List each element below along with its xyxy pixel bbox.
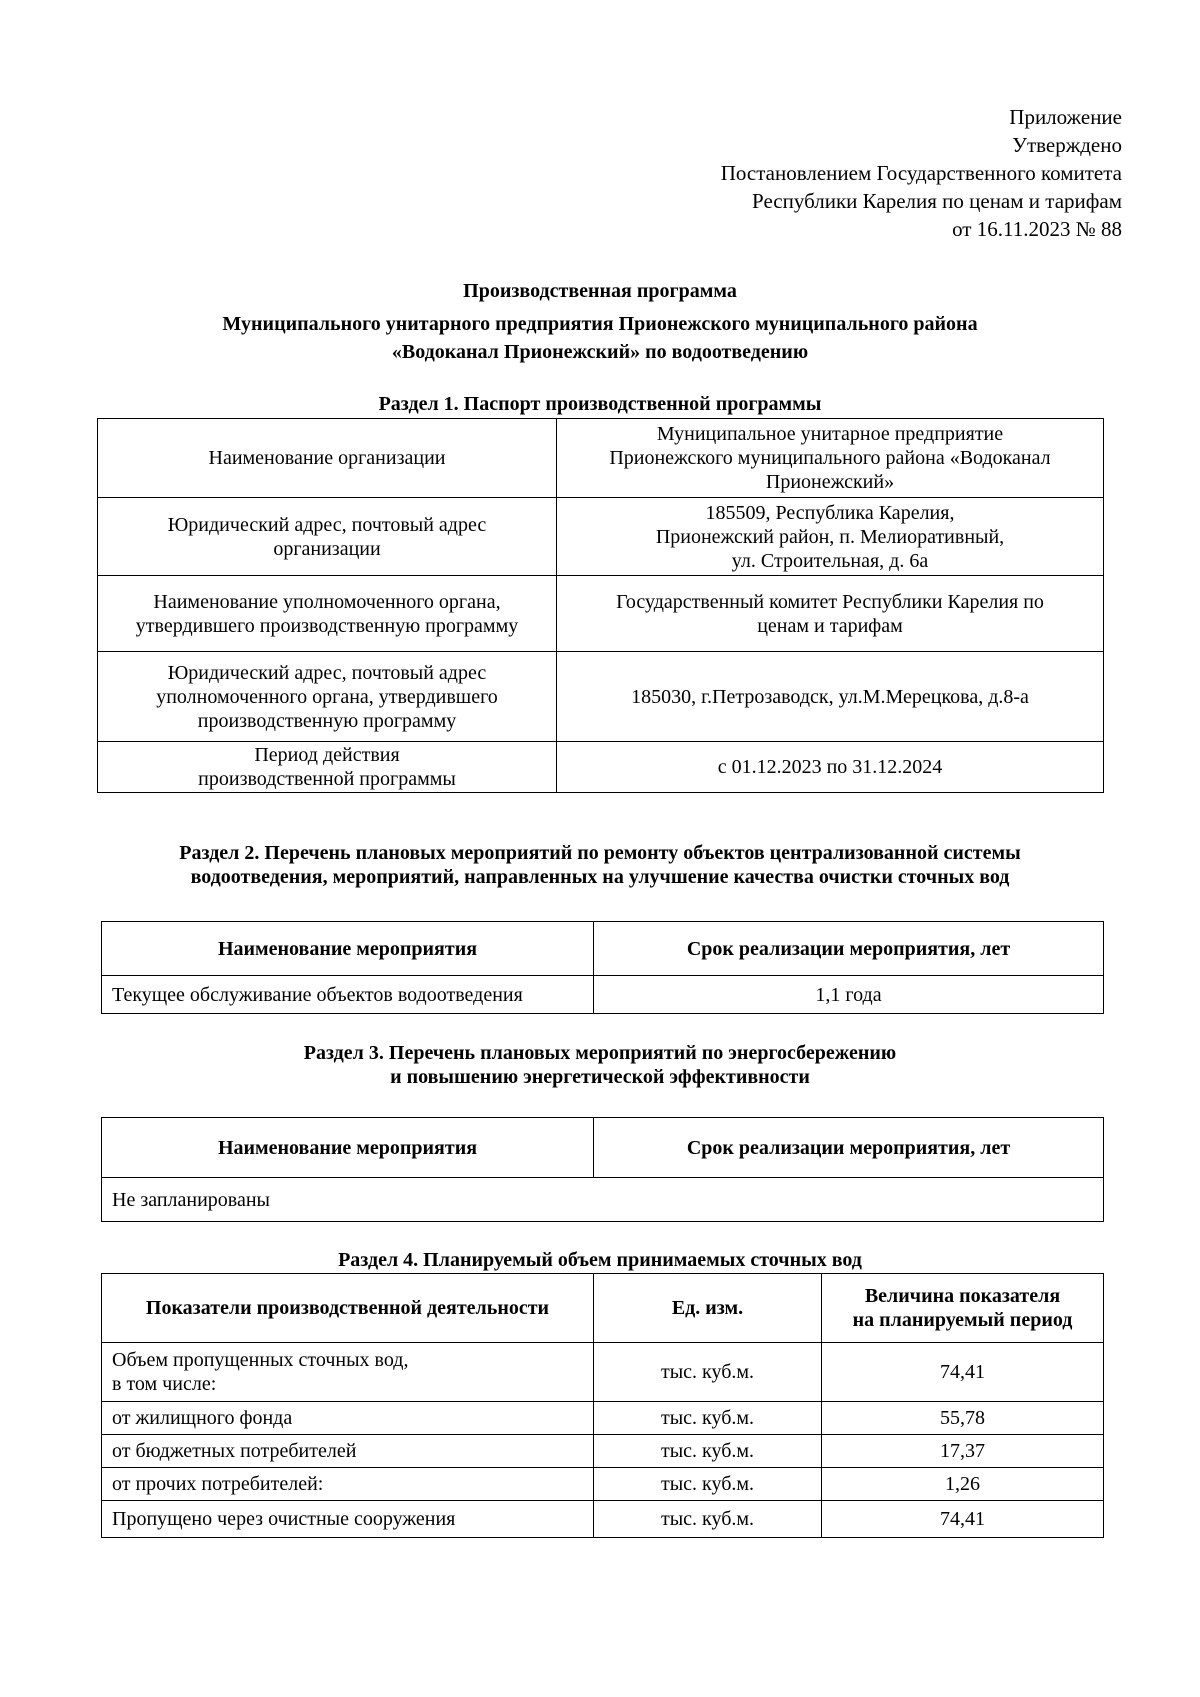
column-header: Показатели производственной деятельности [102,1274,594,1343]
section2-heading [0,841,1200,889]
indicator-name: от бюджетных потребителей [102,1435,594,1468]
indicator-unit: тыс. куб.м. [594,1468,822,1501]
section3-heading-line: Раздел 3. Перечень плановых мероприятий по энергосбережению [303,1042,897,1064]
column-header: Наименование мероприятия [102,1118,594,1178]
table-row [102,1468,1104,1501]
table-row [102,1402,1104,1435]
table-header-row [102,922,1104,976]
passport-label: Наименование уполномоченного органа, утвердившего производственную программу [98,576,557,652]
table-header-row [102,1118,1104,1178]
table-row [102,1435,1104,1468]
no-measures-text: Не запланированы [102,1178,1104,1222]
table-row [98,742,1104,793]
passport-label: Юридический адрес, почтовый адрес организации [98,498,557,576]
passport-value: 185509, Республика Карелия, Прионежский район, п. Мелиоративный, ул. Строительная, д. 6а [557,498,1104,576]
indicator-name: Объем пропущенных сточных вод, в том числе: [102,1343,594,1402]
passport-table [97,418,1104,793]
indicator-name: от прочих потребителей: [102,1468,594,1501]
passport-label: Наименование организации [98,419,557,498]
passport-label: Период действия производственной программы [98,742,557,793]
column-header: Срок реализации мероприятия, лет [594,922,1104,976]
indicator-unit: тыс. куб.м. [594,1435,822,1468]
section2-heading-line: Раздел 2. Перечень плановых мероприятий по ремонту объектов централизованной системы [179,842,1021,864]
approval-line: от 16.11.2023 № 88 [952,217,1122,241]
section3-heading [0,1041,1200,1089]
title-line: Производственная программа [463,280,737,302]
wastewater-volume-table [101,1273,1104,1538]
measure-name: Текущее обслуживание объектов водоотведения [102,976,594,1014]
approval-line: Утверждено [1012,133,1122,157]
measure-term: 1,1 года [594,976,1104,1014]
section4-heading-text: Раздел 4. Планируемый объем принимаемых сточных вод [338,1249,862,1271]
indicator-value: 55,78 [822,1402,1104,1435]
table-row [98,652,1104,742]
approval-line: Постановлением Государственного комитета [720,161,1122,185]
table-row [102,976,1104,1014]
approval-line: Республики Карелия по ценам и тарифам [752,189,1122,213]
passport-value: Муниципальное унитарное предприятие Прионежского муниципального района «Водоканал Прионежский» [557,419,1104,498]
table-row [98,419,1104,498]
approval-block [721,103,1122,243]
energy-measures-table [101,1117,1104,1222]
section3-heading-line: и повышению энергетической эффективности [390,1066,810,1088]
indicator-value: 17,37 [822,1435,1104,1468]
column-header: Ед. изм. [594,1274,822,1343]
indicator-unit: тыс. куб.м. [594,1343,822,1402]
table-header-row [102,1274,1104,1343]
column-header: Наименование мероприятия [102,922,594,976]
indicator-name: Пропущено через очистные сооружения [102,1501,594,1538]
indicator-value: 74,41 [822,1343,1104,1402]
indicator-unit: тыс. куб.м. [594,1402,822,1435]
repair-measures-table [101,921,1104,1014]
passport-value: с 01.12.2023 по 31.12.2024 [557,742,1104,793]
document-title [0,277,1200,366]
column-header: Величина показателя на планируемый период [822,1274,1104,1343]
section1-heading [0,392,1200,416]
table-row [98,576,1104,652]
section4-heading [0,1248,1200,1272]
indicator-value: 1,26 [822,1468,1104,1501]
table-row [102,1501,1104,1538]
section2-heading-line: водоотведения, мероприятий, направленных на улучшение качества очистки сточных вод [190,866,1010,888]
passport-label: Юридический адрес, почтовый адрес уполномоченного органа, утвердившего производственную программу [98,652,557,742]
approval-line: Приложение [1009,105,1122,129]
section1-heading-text: Раздел 1. Паспорт производственной программы [378,393,822,415]
indicator-name: от жилищного фонда [102,1402,594,1435]
passport-value: 185030, г.Петрозаводск, ул.М.Мерецкова, д.8-а [557,652,1104,742]
table-row [102,1343,1104,1402]
indicator-value: 74,41 [822,1501,1104,1538]
table-row [98,498,1104,576]
indicator-unit: тыс. куб.м. [594,1501,822,1538]
column-header: Срок реализации мероприятия, лет [594,1118,1104,1178]
title-line: «Водоканал Прионежский» по водоотведению [391,341,809,363]
table-row [102,1178,1104,1222]
title-line: Муниципального унитарного предприятия Прионежского муниципального района [222,313,978,335]
passport-value: Государственный комитет Республики Карелия по ценам и тарифам [557,576,1104,652]
